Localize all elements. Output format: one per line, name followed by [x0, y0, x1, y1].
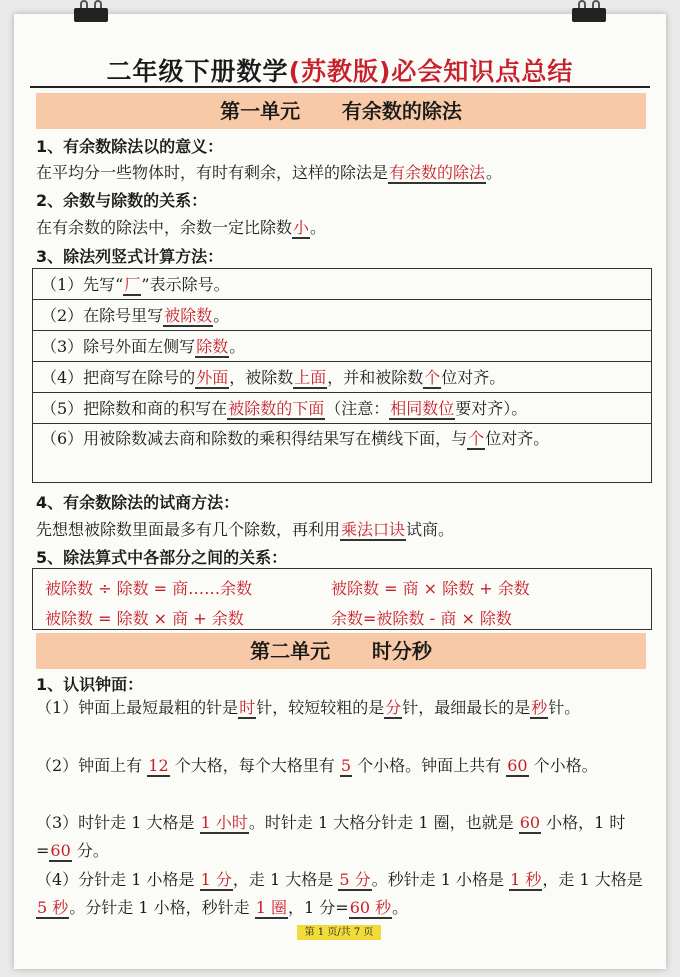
step-row: （5）把除数和商的积写在被除数的下面（注意：相同数位要对齐）。: [33, 393, 651, 424]
formula: 被除数 = 商 × 除数 + 余数: [331, 579, 530, 598]
page-number: 第 1 页/共 7 页: [297, 925, 381, 940]
clock-para-2: （2）钟面上有 12 个大格，每个大格里有 5 个小格。钟面上共有 60 个小格。: [36, 756, 598, 775]
clock-para-3: （3）时针走 1 大格是 1 小时。时针走 1 大格分针走 1 圈，也就是 60 小格，1 时=60 分。: [36, 813, 626, 860]
unit2-heading: 第二单元 时分秒: [36, 633, 646, 669]
formula: 余数=被除数 - 商 × 除数: [331, 609, 512, 628]
u1-s2-title: 2、余数与除数的关系：: [36, 191, 208, 210]
binder-clip-left: [74, 0, 108, 24]
document-title: 二年级下册数学(苏教版)必会知识点总结: [106, 57, 574, 86]
u1-s3-title: 3、除法列竖式计算方法：: [36, 247, 224, 266]
binder-clip-right: [572, 0, 606, 24]
clock-para-4: （4）分针走 1 小格是 1 分，走 1 大格是 5 分。秒针走 1 小格是 1 秒，走 1 大格是 5 秒。分针走 1 小格，秒针走 1 圈，1 分=60 秒。: [36, 870, 643, 917]
step-row: （6）用被除数减去商和除数的乘积得结果写在横线下面，与个位对齐。: [41, 429, 550, 448]
u2-s1-title: 1、认识钟面：: [36, 675, 144, 694]
u1-s2-text: 在有余数的除法中，余数一定比除数小。: [36, 218, 327, 237]
step-row: （1）先写“厂”表示除号。: [33, 269, 651, 300]
formula: 被除数 ÷ 除数 = 商……余数: [45, 579, 253, 598]
u1-s4-title: 4、有余数除法的试商方法：: [36, 493, 240, 512]
clock-para-1: （1）钟面上最短最粗的针是时针，较短较粗的是分针，最细最长的是秒针。: [36, 698, 581, 717]
u1-s5-title: 5、除法算式中各部分之间的关系：: [36, 548, 288, 567]
step-row: （3）除号外面左侧写除数。: [33, 331, 651, 362]
u1-s1-text: 在平均分一些物体时，有时有剩余，这样的除法是有余数的除法。: [36, 163, 503, 182]
u1-s1-title: 1、有余数除法以的意义：: [36, 137, 224, 156]
step-row: （2）在除号里写被除数。: [33, 300, 651, 331]
long-division-steps-box: [32, 268, 652, 483]
u1-s4-text: 先想想被除数里面最多有几个除数，再利用乘法口诀试商。: [36, 520, 455, 539]
formula: 被除数 = 除数 × 商 + 余数: [45, 609, 244, 628]
unit1-heading: 第一单元 有余数的除法: [36, 93, 646, 129]
title-underline: [30, 86, 650, 88]
division-relations-box: [32, 568, 652, 630]
step-row: （4）把商写在除号的外面，被除数上面，并和被除数个位对齐。: [33, 362, 651, 393]
